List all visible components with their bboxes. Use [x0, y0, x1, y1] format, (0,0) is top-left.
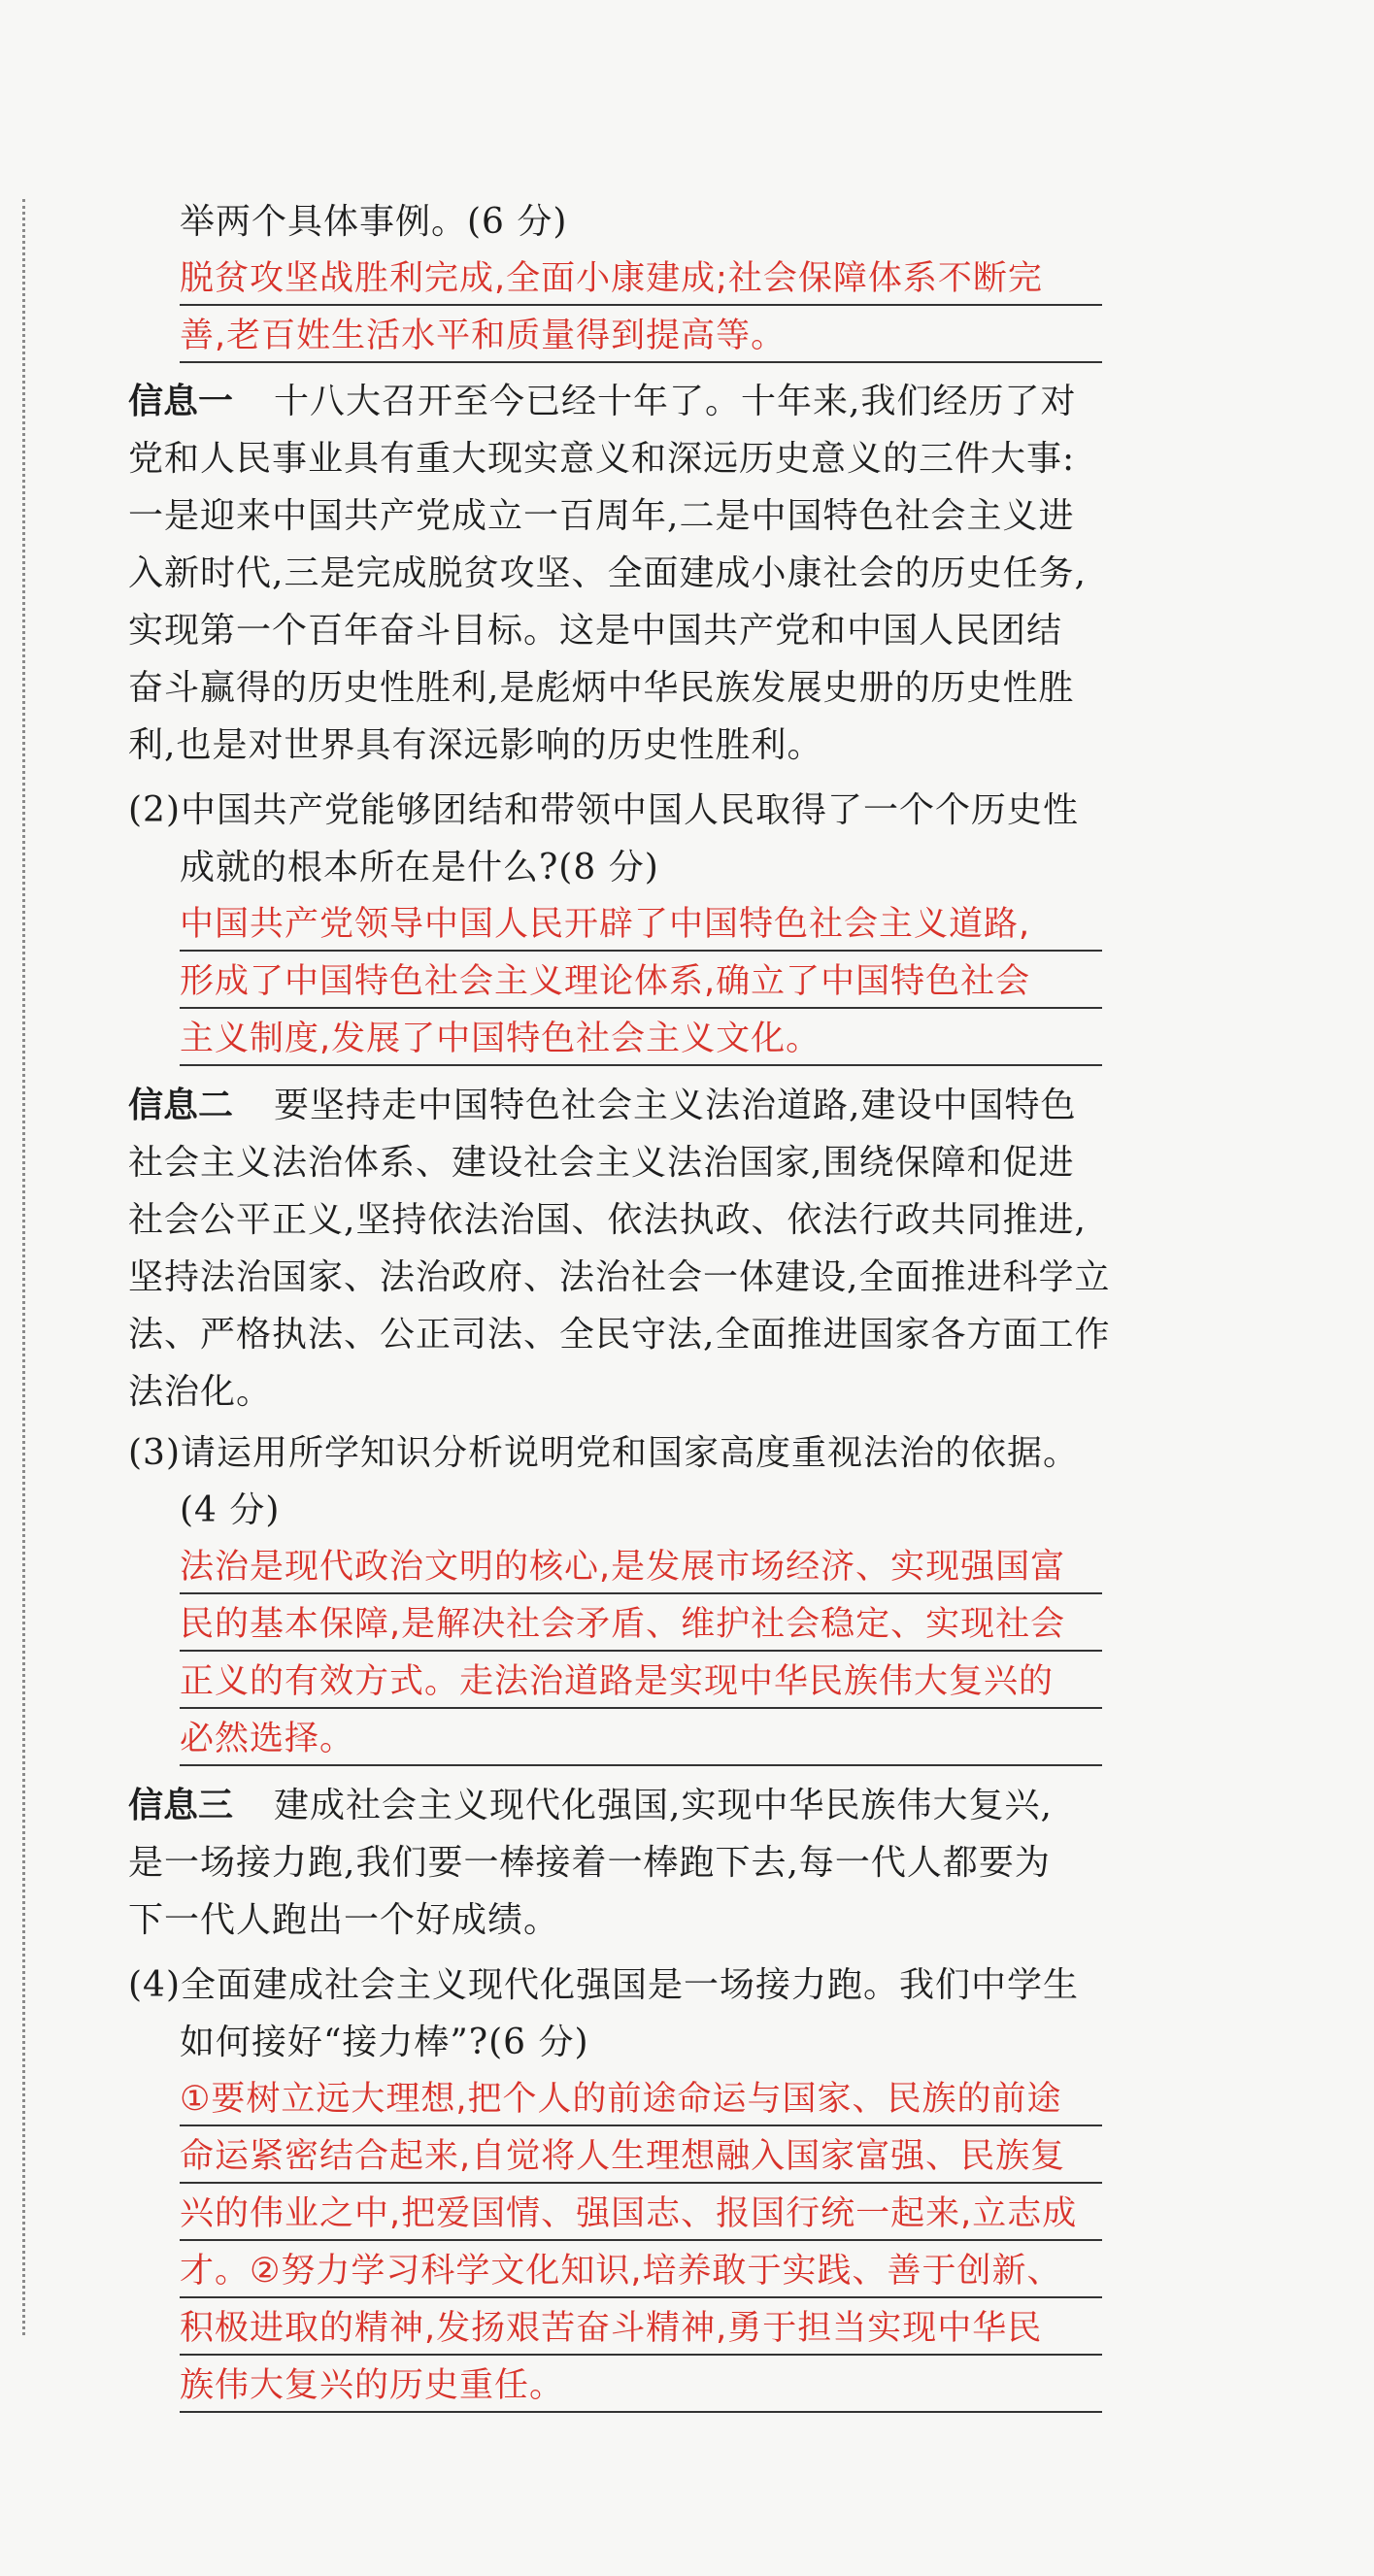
info-3-line: 是一场接力跑,我们要一棒接着一棒跑下去,每一代人都要为: [128, 1843, 1051, 1883]
info-2-line: 社会公平正义,坚持依法治国、依法执政、依法行政共同推进,: [128, 1200, 1087, 1240]
info-1-line: 十八大召开至今已经十年了。十年来,我们经历了对: [274, 382, 1077, 421]
answer-4-line-2: 命运紧密结合起来,自觉将人生理想融入国家富强、民族复: [180, 2129, 1102, 2184]
answer-2-line-1: 中国共产党领导中国人民开辟了中国特色社会主义道路,: [180, 897, 1102, 952]
info-2-line: 法治化。: [128, 1372, 273, 1412]
answer-4-line-6: 族伟大复兴的历史重任。: [180, 2359, 1102, 2413]
info-3-line: 下一代人跑出一个好成绩。: [128, 1900, 560, 1940]
info-2-line: 坚持法治国家、法治政府、法治社会一体建设,全面推进科学立: [128, 1257, 1111, 1297]
answer-1-line-2: 善,老百姓生活水平和质量得到提高等。: [180, 309, 1102, 363]
info-1-line: 奋斗赢得的历史性胜利,是彪炳中华民族发展史册的历史性胜: [128, 668, 1075, 708]
question-1-tail: 举两个具体事例。(6 分): [180, 202, 568, 242]
info-1-line: 入新时代,三是完成脱贫攻坚、全面建成小康社会的历史任务,: [128, 553, 1087, 593]
question-4-line-2: 如何接好“接力棒”?(6 分): [180, 2023, 589, 2062]
info-1-line: 一是迎来中国共产党成立一百周年,二是中国特色社会主义进: [128, 496, 1075, 536]
answer-4-line-3: 兴的伟业之中,把爱国情、强国志、报国行统一起来,立志成: [180, 2187, 1102, 2241]
answer-1-line-1: 脱贫攻坚战胜利完成,全面小康建成;社会保障体系不断完: [180, 251, 1102, 306]
answer-3-line-2: 民的基本保障,是解决社会矛盾、维护社会稳定、实现社会: [180, 1597, 1102, 1652]
info-1-line: 利,也是对世界具有深远影响的历史性胜利。: [128, 725, 823, 765]
answer-3-line-1: 法治是现代政治文明的核心,是发展市场经济、实现强国富: [180, 1540, 1102, 1594]
info-2-line: 法、严格执法、公正司法、全民守法,全面推进国家各方面工作: [128, 1315, 1111, 1355]
info-1-title: 信息一: [128, 382, 234, 421]
question-2-line-2: 成就的根本所在是什么?(8 分): [180, 848, 659, 887]
answer-3-line-3: 正义的有效方式。走法治道路是实现中华民族伟大复兴的: [180, 1655, 1102, 1709]
answer-3-line-4: 必然选择。: [180, 1712, 1102, 1766]
info-3-title: 信息三: [128, 1786, 234, 1825]
question-3-line-1: (3)请运用所学知识分析说明党和国家高度重视法治的依据。: [128, 1433, 1079, 1473]
answer-4-line-4: 才。②努力学习科学文化知识,培养敢于实践、善于创新、: [180, 2244, 1102, 2298]
info-3-line: 建成社会主义现代化强国,实现中华民族伟大复兴,: [274, 1786, 1053, 1825]
answer-2-line-2: 形成了中国特色社会主义理论体系,确立了中国特色社会: [180, 954, 1102, 1009]
answer-2-line-3: 主义制度,发展了中国特色社会主义文化。: [180, 1012, 1102, 1066]
margin-dotted-rule: [22, 199, 25, 2335]
answer-4-line-1: ①要树立远大理想,把个人的前途命运与国家、民族的前途: [180, 2072, 1102, 2126]
info-1-line: 党和人民事业具有重大现实意义和深远历史意义的三件大事:: [128, 439, 1076, 479]
info-2-line: 社会主义法治体系、建设社会主义法治国家,围绕保障和促进: [128, 1143, 1075, 1183]
info-1-line: 实现第一个百年奋斗目标。这是中国共产党和中国人民团结: [128, 611, 1063, 651]
answer-4-line-5: 积极进取的精神,发扬艰苦奋斗精神,勇于担当实现中华民: [180, 2301, 1102, 2356]
question-3-line-2: (4 分): [180, 1490, 281, 1530]
info-2-line: 要坚持走中国特色社会主义法治道路,建设中国特色: [274, 1086, 1077, 1125]
info-2-title: 信息二: [128, 1086, 234, 1125]
question-4-line-1: (4)全面建成社会主义现代化强国是一场接力跑。我们中学生: [128, 1965, 1079, 2005]
question-2-line-1: (2)中国共产党能够团结和带领中国人民取得了一个个历史性: [128, 790, 1079, 830]
